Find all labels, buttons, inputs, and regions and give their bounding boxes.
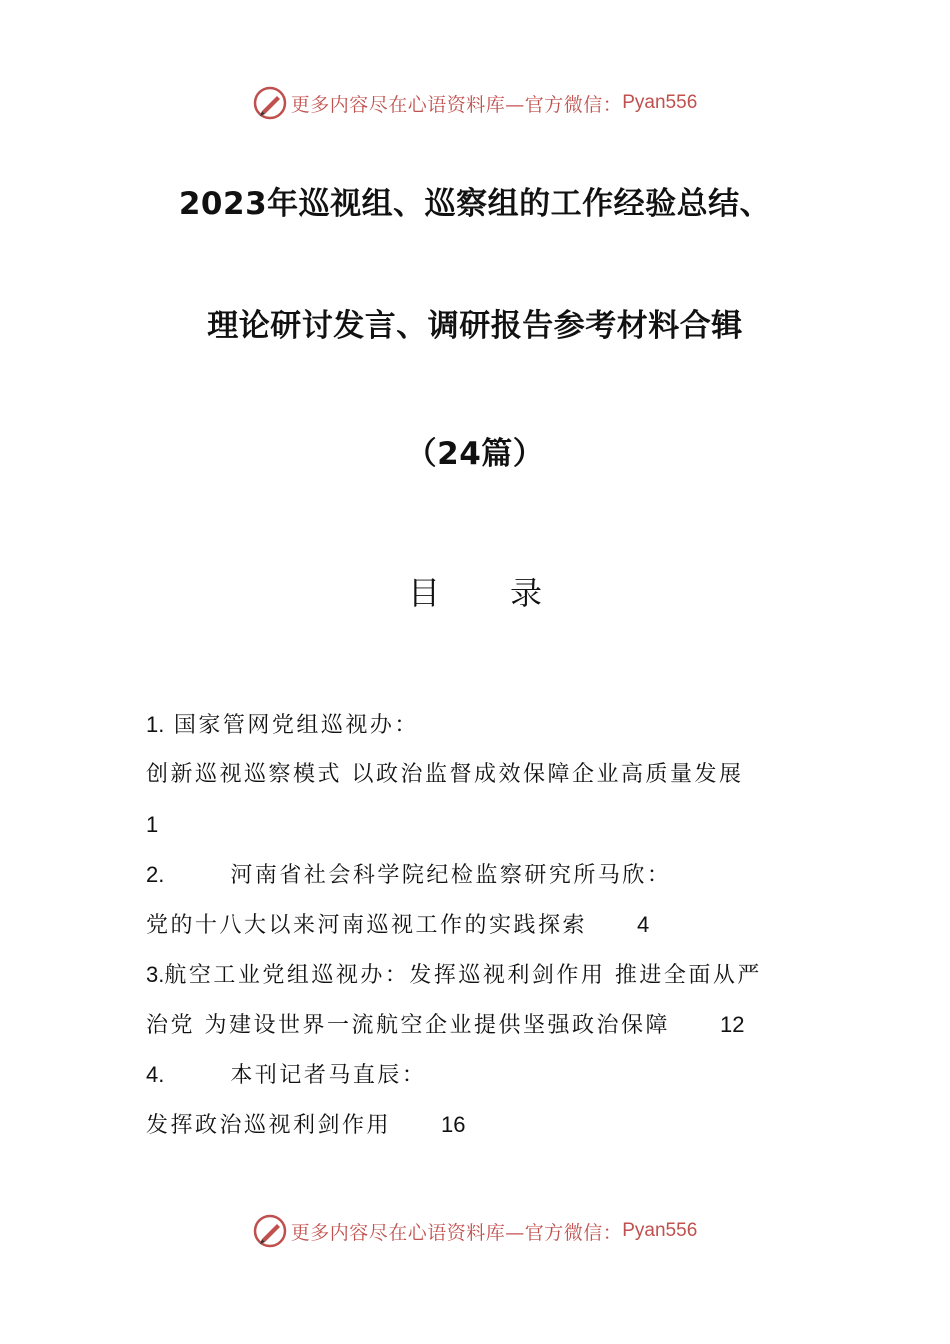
pen-logo-icon	[253, 86, 287, 120]
document-title-line-1: 2023年巡视组、巡察组的工作经验总结、	[178, 186, 772, 222]
toc-entry-title: 治党 为建设世界一流航空企业提供坚强政治保障	[146, 1013, 670, 1038]
document-title-line-2: 理论研讨发言、调研报告参考材料合辑	[207, 308, 743, 344]
toc-entry-3-line-2	[146, 1000, 816, 1050]
toc-entry-4-source-line	[146, 1050, 816, 1100]
watermark-text: 更多内容尽在心语资料库—官方微信：	[290, 93, 623, 116]
document-title-count: （24篇）	[405, 436, 545, 472]
toc-entry-title: 创新巡视巡察模式 以政治监督成效保障企业高质量发展	[146, 762, 744, 787]
watermark-wechat-id: Pyan556	[622, 1220, 698, 1241]
toc-entry-title: 党的十八大以来河南巡视工作的实践探索	[146, 913, 588, 938]
toc-entry-1-page-line	[146, 800, 816, 850]
toc-entry-number: 2.	[146, 862, 165, 887]
toc-entry-number: 3.	[146, 962, 165, 987]
toc-entry-2-source-line	[146, 850, 816, 900]
toc-entry-1-source-line	[146, 700, 816, 750]
toc-entry-3-line-1	[146, 950, 816, 1000]
toc-entry-number: 1.	[146, 712, 165, 737]
watermark-wechat-id: Pyan556	[622, 92, 698, 113]
toc-entry-4-title-line	[146, 1100, 816, 1150]
toc-entry-1-title-line	[146, 750, 816, 800]
toc-entry-number: 4.	[146, 1062, 165, 1087]
footer-watermark	[0, 1214, 950, 1248]
toc-entry-page: 12	[720, 1012, 745, 1037]
toc-entry-title: 发挥政治巡视利剑作用	[146, 1113, 392, 1138]
toc-entry-page: 1	[146, 812, 159, 837]
table-of-contents	[146, 700, 816, 1150]
toc-entry-title: 发挥巡视利剑作用 推进全面从严	[409, 963, 762, 988]
pen-logo-icon	[253, 1214, 287, 1248]
toc-entry-page: 4	[637, 912, 650, 937]
toc-entry-2-title-line	[146, 900, 816, 950]
toc-entry-page: 16	[441, 1112, 466, 1137]
toc-entry-source: 河南省社会科学院纪检监察研究所马欣：	[230, 863, 672, 888]
header-watermark	[0, 86, 950, 120]
watermark-text: 更多内容尽在心语资料库—官方微信：	[290, 1221, 623, 1244]
toc-heading: 目录	[407, 574, 612, 612]
toc-entry-source: 本刊记者马直辰：	[230, 1063, 427, 1088]
toc-entry-source: 国家管网党组巡视办：	[173, 713, 419, 738]
toc-entry-source: 航空工业党组巡视办：	[164, 963, 410, 988]
